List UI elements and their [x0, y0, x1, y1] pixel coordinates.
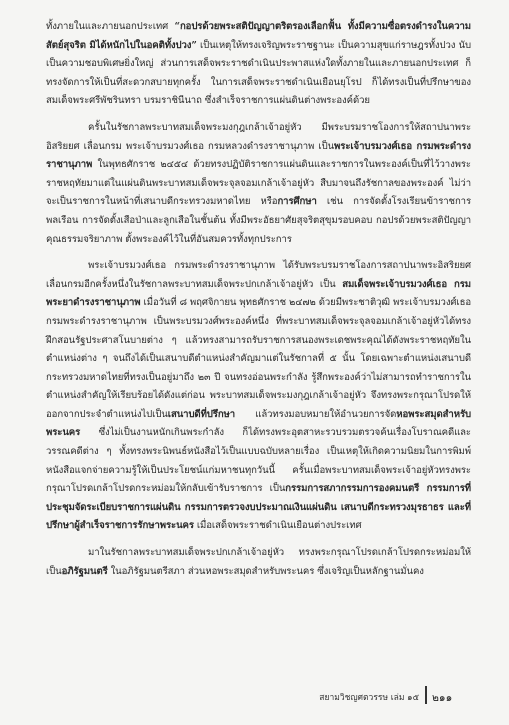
text-run: เมื่อวันที่ ๘ พฤศจิกายน พุทธศักราช ๒๔๗๒ ด้วยมีพระชาติวุฒิ พระเจ้าบรมวงศ์เธอ กรมพระดำรงราชานุภาพ เป็นพระบรมวงศ์พระองค์หนึ่ง ที่พระบาทสมเด็จพระจุลจอมเกล้าเจ้าอยู่หัวได้ทรงฝึกสอนรัฐประศาสโนบายต่าง ๆ แล้วทรงสามารถรับราชการสนองพระเดชพระคุณได้ดังพระราชหฤทัยในตำแหน่งต่าง ๆ จนถึงได้เป็นเสนาบดีตำแหน่งสำคัญมาแต่ในรัชกาลที่ ๕ นั้น โดยเฉพาะตำแหน่งเสนาบดีกระทรวงมหาดไทยที่ทรงเป็นอยู่มาถึง ๒๓ ปี จนทรงอ่อนพระกำลัง รู้สึกพระองค์ว่าไม่สามารถทำราชการในตำแหน่งสำคัญให้เรียบร้อยได้ดังแต่ก่อน พระบาทสมเด็จพระมงกุฎเกล้าเจ้าอยู่หัว จึงทรงพระกรุณาโปรดให้ออกจากประจำตำแหน่งไปเป็น — [46, 297, 471, 420]
paragraph-3 — [46, 257, 471, 536]
paragraph-1 — [46, 18, 471, 111]
text-run: ครั้นในรัชกาลพระบาทสมเด็จพระมงกุฎเกล้าเจ้าอยู่หัว มีพระบรมราชโองการให้สถาปนาพระอิสริยยศ เลื่อนกรม พระเจ้าบรมวงศ์เธอ กรมหลวงดำรงราชานุภาพ เป็น — [46, 121, 471, 152]
book-title: สยามวิชญศตวรรษ เล่ม ๑๕ — [319, 693, 419, 703]
footer-divider — [425, 686, 427, 704]
bold-text-run: อภิรัฐมนตรี — [61, 565, 108, 577]
text-run: เป็นเหตุให้ทรงเจริญพระราชฐานะ เป็นความสุขแก่ราษฎรทั้งปวง นับเป็นความชอบพิเศษยิ่งใหญ่ ส่วนการเสด็จพระราชดำเนินประพาสแห่งใดทั้งภายในและภายนอกประเทศ ก็ทรงจัดการให้เป็นที่สะดวกสบายทุกครั้ง ในการเสด็จพระราชดำเนินเยือนยุโรป ก็ได้ทรงเป็นที่ปรึกษาของสมเด็จพระศรีพัชรินทรา บรมราชินีนาถ ซึ่งสำเร็จราชการแผ่นดินต่างพระองค์ด้วย — [46, 39, 471, 107]
text-run: แล้วทรงมอบหมายให้อำนวยการจัด — [235, 408, 397, 420]
bold-text-run: สมเด็จพระเจ้าบรมวงศ์เธอ กรมพระยาดำรงราชานุภาพ — [46, 278, 471, 309]
bold-text-run: เสนาบดีที่ปรึกษา — [167, 408, 236, 420]
text-run: มาในรัชกาลพระบาทสมเด็จพระปกเกล้าเจ้าอยู่หัว ทรงพระกรุณาโปรดเกล้าโปรดกระหม่อมให้เป็น — [46, 547, 471, 577]
bold-text-run: หอพระสมุดสำหรับพระนคร — [46, 408, 471, 439]
bold-text-run: การศึกษา — [277, 196, 317, 208]
text-run: พระเจ้าบรมวงศ์เธอ กรมพระดำรงราชานุภาพ ได้รับพระบรมราชโองการสถาปนาพระอิสริยยศ เลื่อนกรมอีกครั้งหนึ่งในรัชกาลพระบาทสมเด็จพระปกเกล้าเจ้าอยู่หัว เป็น — [46, 260, 471, 290]
body-text — [46, 18, 471, 589]
text-run: เมื่อเสด็จพระราชดำเนินเยือนต่างประเทศ — [193, 520, 362, 532]
paragraph-2 — [46, 119, 471, 249]
bold-text-run: “กอปรด้วยพระสติปัญญาตริตรองเลือกฟั้น ทั้งมีความซื่อตรงดำรงในความสัตย์สุจริต มิได้หนักไปในอคติทั้งปวง” — [46, 21, 471, 51]
text-run: เช่น การจัดตั้งโรงเรียนข้าราชการพลเรือน การจัดตั้งเสือป่าและลูกเสือในชั้นต้น ทั้งมีพระอัธยาศัยสุจริตสุขุมรอบคอบ กอปรด้วยพระสติปัญญา คุณธรรมจริยาภาพ ตั้งพระองค์ไว้ในที่อันสมควรทั้งทุกประการ — [46, 196, 472, 245]
text-run: ทั้งภายในและภายนอกประเทศ — [46, 21, 175, 32]
bold-text-run: กรรมการสภากรรมการองคมนตรี กรรมการที่ประชุมจัดระเบียบราชการแผ่นดิน กรรมการตรวจงบประมาณเงินแผ่นดิน เสนาบดีกระทรวงมุรธาธร และที่ปรึกษาผู้สำเร็จราชการรักษาพระนคร — [46, 483, 471, 532]
text-run: ในอภิรัฐมนตรีสภา ส่วนหอพระสมุดสำหรับพระนคร ซึ่งเจริญเป็นหลักฐานมั่นคง — [107, 565, 424, 577]
page-number: ๒๑๑ — [432, 692, 453, 704]
page-footer — [0, 686, 509, 710]
text-run: ในพุทธศักราช ๒๔๕๔ ด้วยทรงปฏิบัติราชการแผ่นดินและราชการในพระองค์เป็นที่ไว้วางพระราชหฤทัยมาแต่ในแผ่นดินพระบาทสมเด็จพระจุลจอมเกล้าเจ้าอยู่หัว สืบมาจนถึงรัชกาลของพระองค์ ไม่ว่าจะเป็นราชการในหน้าที่เสนาบดีกระทรวงมหาดไทย หรือ — [46, 159, 471, 208]
bold-text-run: พระเจ้าบรมวงศ์เธอ กรมพระดำรงราชานุภาพ — [46, 140, 471, 171]
text-run: ซึ่งไม่เป็นงานหนักเกินพระกำลัง ก็ได้ทรงพระอุตสาหะรวบรวมตรวจค้นเรื่องโบราณคดีและวรรณคดีต่าง ๆ ทั้งทรงพระนิพนธ์หนังสือไว้เป็นแบบฉบับหลายเรื่อง เป็นเหตุให้เกิดความนิยมในการพิมพ์หนังสือแจกจ่ายความรู้ให้เป็นประโยชน์แก่มหาชนทุกวันนี้ ครั้นเมื่อพระบาทสมเด็จพระเจ้าอยู่หัวทรงพระกรุณาโปรดเกล้าโปรดกระหม่อมให้กลับเข้ารับราชการ เป็น — [46, 427, 471, 495]
paragraph-4 — [46, 544, 471, 581]
